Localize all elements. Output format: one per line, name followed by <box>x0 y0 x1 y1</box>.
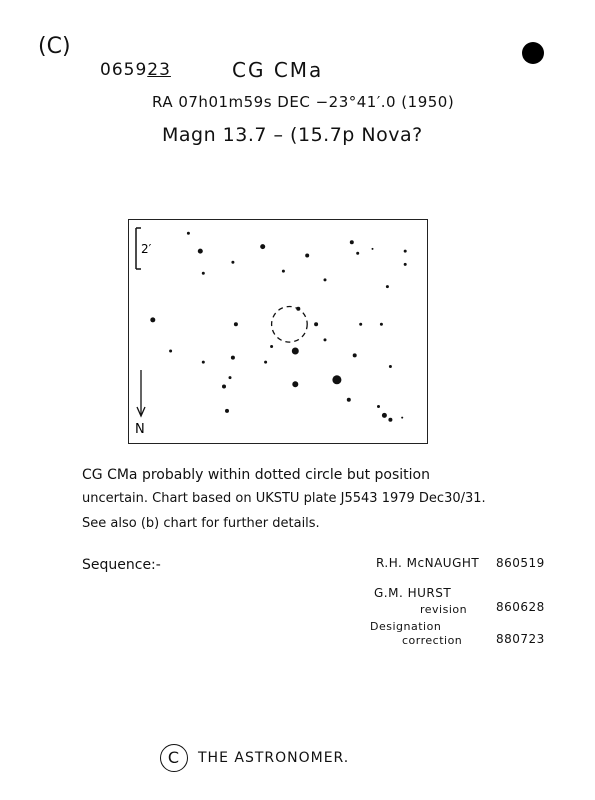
note-line-3: See also (b) chart for further details. <box>82 516 320 531</box>
publisher-name: THE ASTRONOMER. <box>198 750 350 766</box>
star <box>386 285 389 288</box>
star <box>282 270 285 273</box>
star <box>198 249 203 254</box>
star <box>202 361 205 364</box>
star <box>359 323 362 326</box>
star <box>264 361 267 364</box>
star-field <box>129 220 426 442</box>
star <box>229 376 232 379</box>
author3-date: 880723 <box>496 632 545 646</box>
coordinates: RA 07h01m59s DEC −23°41′.0 (1950) <box>152 93 455 111</box>
star <box>324 338 327 341</box>
star <box>372 248 374 250</box>
star <box>260 244 265 249</box>
panel-label: (C) <box>38 34 71 59</box>
star <box>150 317 155 322</box>
catalog-suffix: 23 <box>147 60 171 80</box>
star <box>231 261 234 264</box>
star <box>347 398 351 402</box>
star <box>270 345 273 348</box>
star <box>324 278 327 281</box>
star <box>169 350 172 353</box>
star <box>404 250 407 253</box>
star <box>404 263 407 266</box>
star <box>234 322 238 326</box>
star <box>332 375 341 384</box>
star <box>314 322 318 326</box>
target-dotted-circle <box>272 307 308 343</box>
footer <box>160 744 349 772</box>
star <box>353 353 357 357</box>
note-line-1: CG CMa probably within dotted circle but position <box>82 467 430 483</box>
catalog-number <box>100 60 171 80</box>
star <box>187 232 190 235</box>
star <box>388 418 392 422</box>
star <box>380 323 383 326</box>
author1-date: 860519 <box>496 556 545 570</box>
star <box>377 405 380 408</box>
author3-line2: correction <box>402 634 463 647</box>
star <box>350 240 354 244</box>
star <box>231 356 235 360</box>
catalog-prefix: 0659 <box>100 60 148 80</box>
scale-label: 2′ <box>141 242 152 256</box>
black-dot-marker <box>522 42 544 64</box>
star <box>292 381 298 387</box>
star <box>389 365 392 368</box>
copyright-icon: C <box>160 744 188 772</box>
author3-line1: Designation <box>370 620 442 633</box>
author1-name: R.H. McNAUGHT <box>376 556 480 570</box>
star <box>222 385 226 389</box>
star <box>305 254 309 258</box>
stars <box>150 232 406 422</box>
author2-role: revision <box>420 603 468 616</box>
star <box>292 348 299 355</box>
star <box>202 272 205 275</box>
star <box>382 413 387 418</box>
north-arrow <box>137 370 145 416</box>
note-line-2: uncertain. Chart based on UKSTU plate J5543 1979 Dec30/31. <box>82 491 486 506</box>
sequence-label: Sequence:- <box>82 557 161 573</box>
finder-chart <box>128 219 428 444</box>
star <box>225 409 229 413</box>
star <box>356 252 359 255</box>
magnitude: Magn 13.7 – (15.7p Nova? <box>162 124 423 146</box>
north-label: N <box>135 422 145 437</box>
author2-name: G.M. HURST <box>374 586 452 600</box>
author2-date: 860628 <box>496 600 545 614</box>
star-name: CG CMa <box>232 58 324 82</box>
star <box>401 417 403 419</box>
